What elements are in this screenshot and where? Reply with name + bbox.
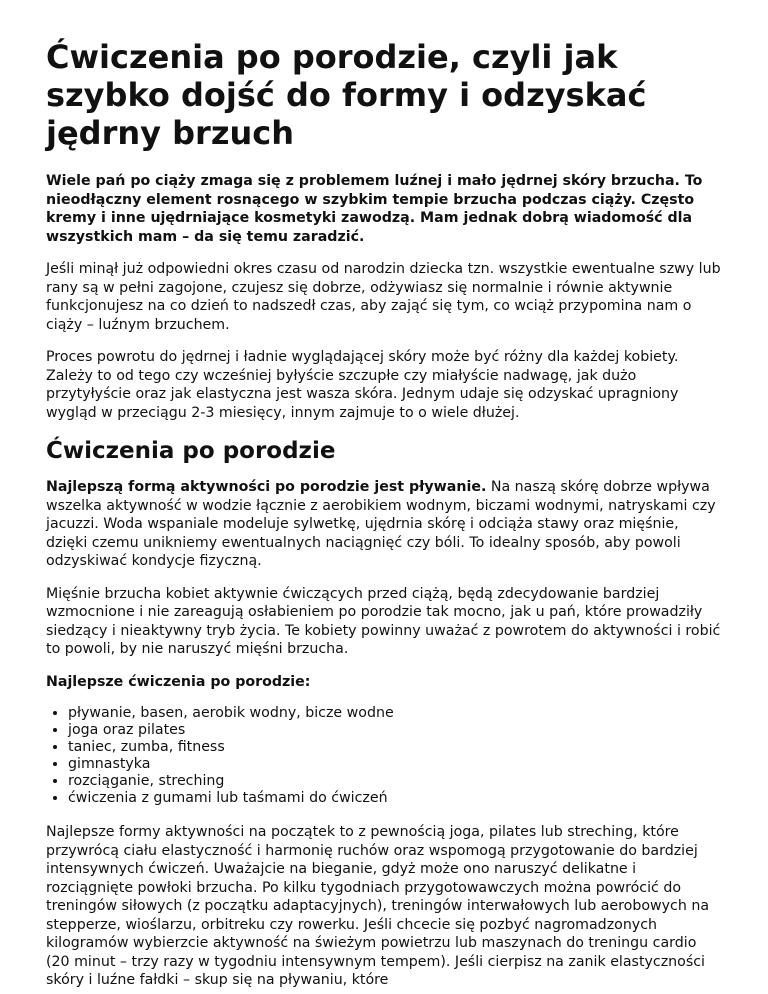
list-item: • rozciąganie, streching <box>68 773 724 790</box>
list-item: • joga oraz pilates <box>68 722 724 739</box>
paragraph-3 <box>46 478 724 571</box>
exercise-list <box>46 705 724 807</box>
paragraph-5: Najlepsze formy aktywności na początek to z pewnością joga, pilates lub streching, które przywrócą ciału elastyczność i harmonię ruchów oraz wspomogą przygotowanie do bardziej intensywnych ćwiczeń. Uważajcie na bieganie, gdyż może ono naruszyć delikatne i rozciągnięte powłoki brzucha. Po kilku tygodniach przygotowawczych można powrócić do treningów siłowych (z początku adaptacyjnych), treningów interwałowych lub aerobowych na stepperze, wioślarzu, orbitreku czy rowerku. Jeśli chcecie się pozbyć nagromadzonych kilogramów wybierzcie aktywność na świeżym powietrzu lub maszynach do treningu cardio (20 minut – trzy razy w tygodniu intensywnym tempem). Jeśli cierpisz na zanik elastyczności skóry i luźne fałdki – skup się na pływaniu, które <box>46 824 710 988</box>
article-lead: Wiele pań po ciąży zmaga się z problemem luźnej i mało jędrnej skóry brzucha. To nieodłączny element rosnącego w szybkim tempie brzucha podczas ciąży. Często kremy i inne ujędrniające kosmetyki zawodzą. Mam jednak dobrą wiadomość dla wszystkich mam – da się temu zaradzić. <box>46 173 703 245</box>
paragraph-1: Jeśli minął już odpowiedni okres czasu od narodzin dziecka tzn. wszystkie ewentualne szwy lub rany są w pełni zagojone, czujesz się dobrze, odżywiasz się normalnie i równie aktywnie funkcjonujesz na co dzień to nadszedł czas, aby zająć się tym, co wciąż przypomina nam o ciąży – luźnym brzuchem. <box>46 261 721 333</box>
list-item: • pływanie, basen, aerobik wodny, bicze wodne <box>68 705 724 722</box>
list-item: • gimnastyka <box>68 756 724 773</box>
section-heading: Ćwiczenia po porodzie <box>46 438 336 464</box>
paragraph-4: Mięśnie brzucha kobiet aktywnie ćwiczących przed ciążą, będą zdecydowanie bardziej wzmocnione i nie zareagują osłabieniem po porodzie tak mocno, jak u pań, które prowadziły siedzący i nieaktywny tryb życia. Te kobiety powinny uważać z powrotem do aktywności i robić to powoli, by nie naruszyć mięśni brzucha. <box>46 585 721 657</box>
paragraph-2: Proces powrotu do jędrnej i ładnie wyglądającej skóry może być różny dla każdej kobiety. Zależy to od tego czy wcześniej byłyście szczupłe czy miałyście nadwagę, jak dużo przytyłyście oraz jak elastyczna jest wasza skóra. Jednym udaje się odzyskać upragniony wygląd w przeciągu 2-3 miesięcy, innym zajmuje to o wiele dłużej. <box>46 349 679 421</box>
paragraph-3-bold: Najlepszą formą aktywności po porodzie jest pływanie. <box>46 479 487 495</box>
paragraph-3-rest: Na naszą skórę dobrze wpływa wszelka aktywność w wodzie łącznie z aerobikiem wodnym, biczami wodnymi, natryskami czy jacuzzi. Woda wspaniale modeluje sylwetkę, ujędrnia skórę i odciąża stawy oraz mięśnie, dzięki czemu unikniemy ewentualnych naciągnięć czy bóli. To idealny sposób, aby powoli odzyskiwać kondycje fizyczną. <box>46 479 716 569</box>
article-title: Ćwiczenia po porodzie, czyli jak szybko dojść do formy i odzyskać jędrny brzuch <box>46 38 647 152</box>
list-item: • taniec, zumba, fitness <box>68 739 724 756</box>
list-heading: Najlepsze ćwiczenia po porodzie: <box>46 673 311 690</box>
list-item: • ćwiczenia z gumami lub taśmami do ćwiczeń <box>68 790 724 807</box>
